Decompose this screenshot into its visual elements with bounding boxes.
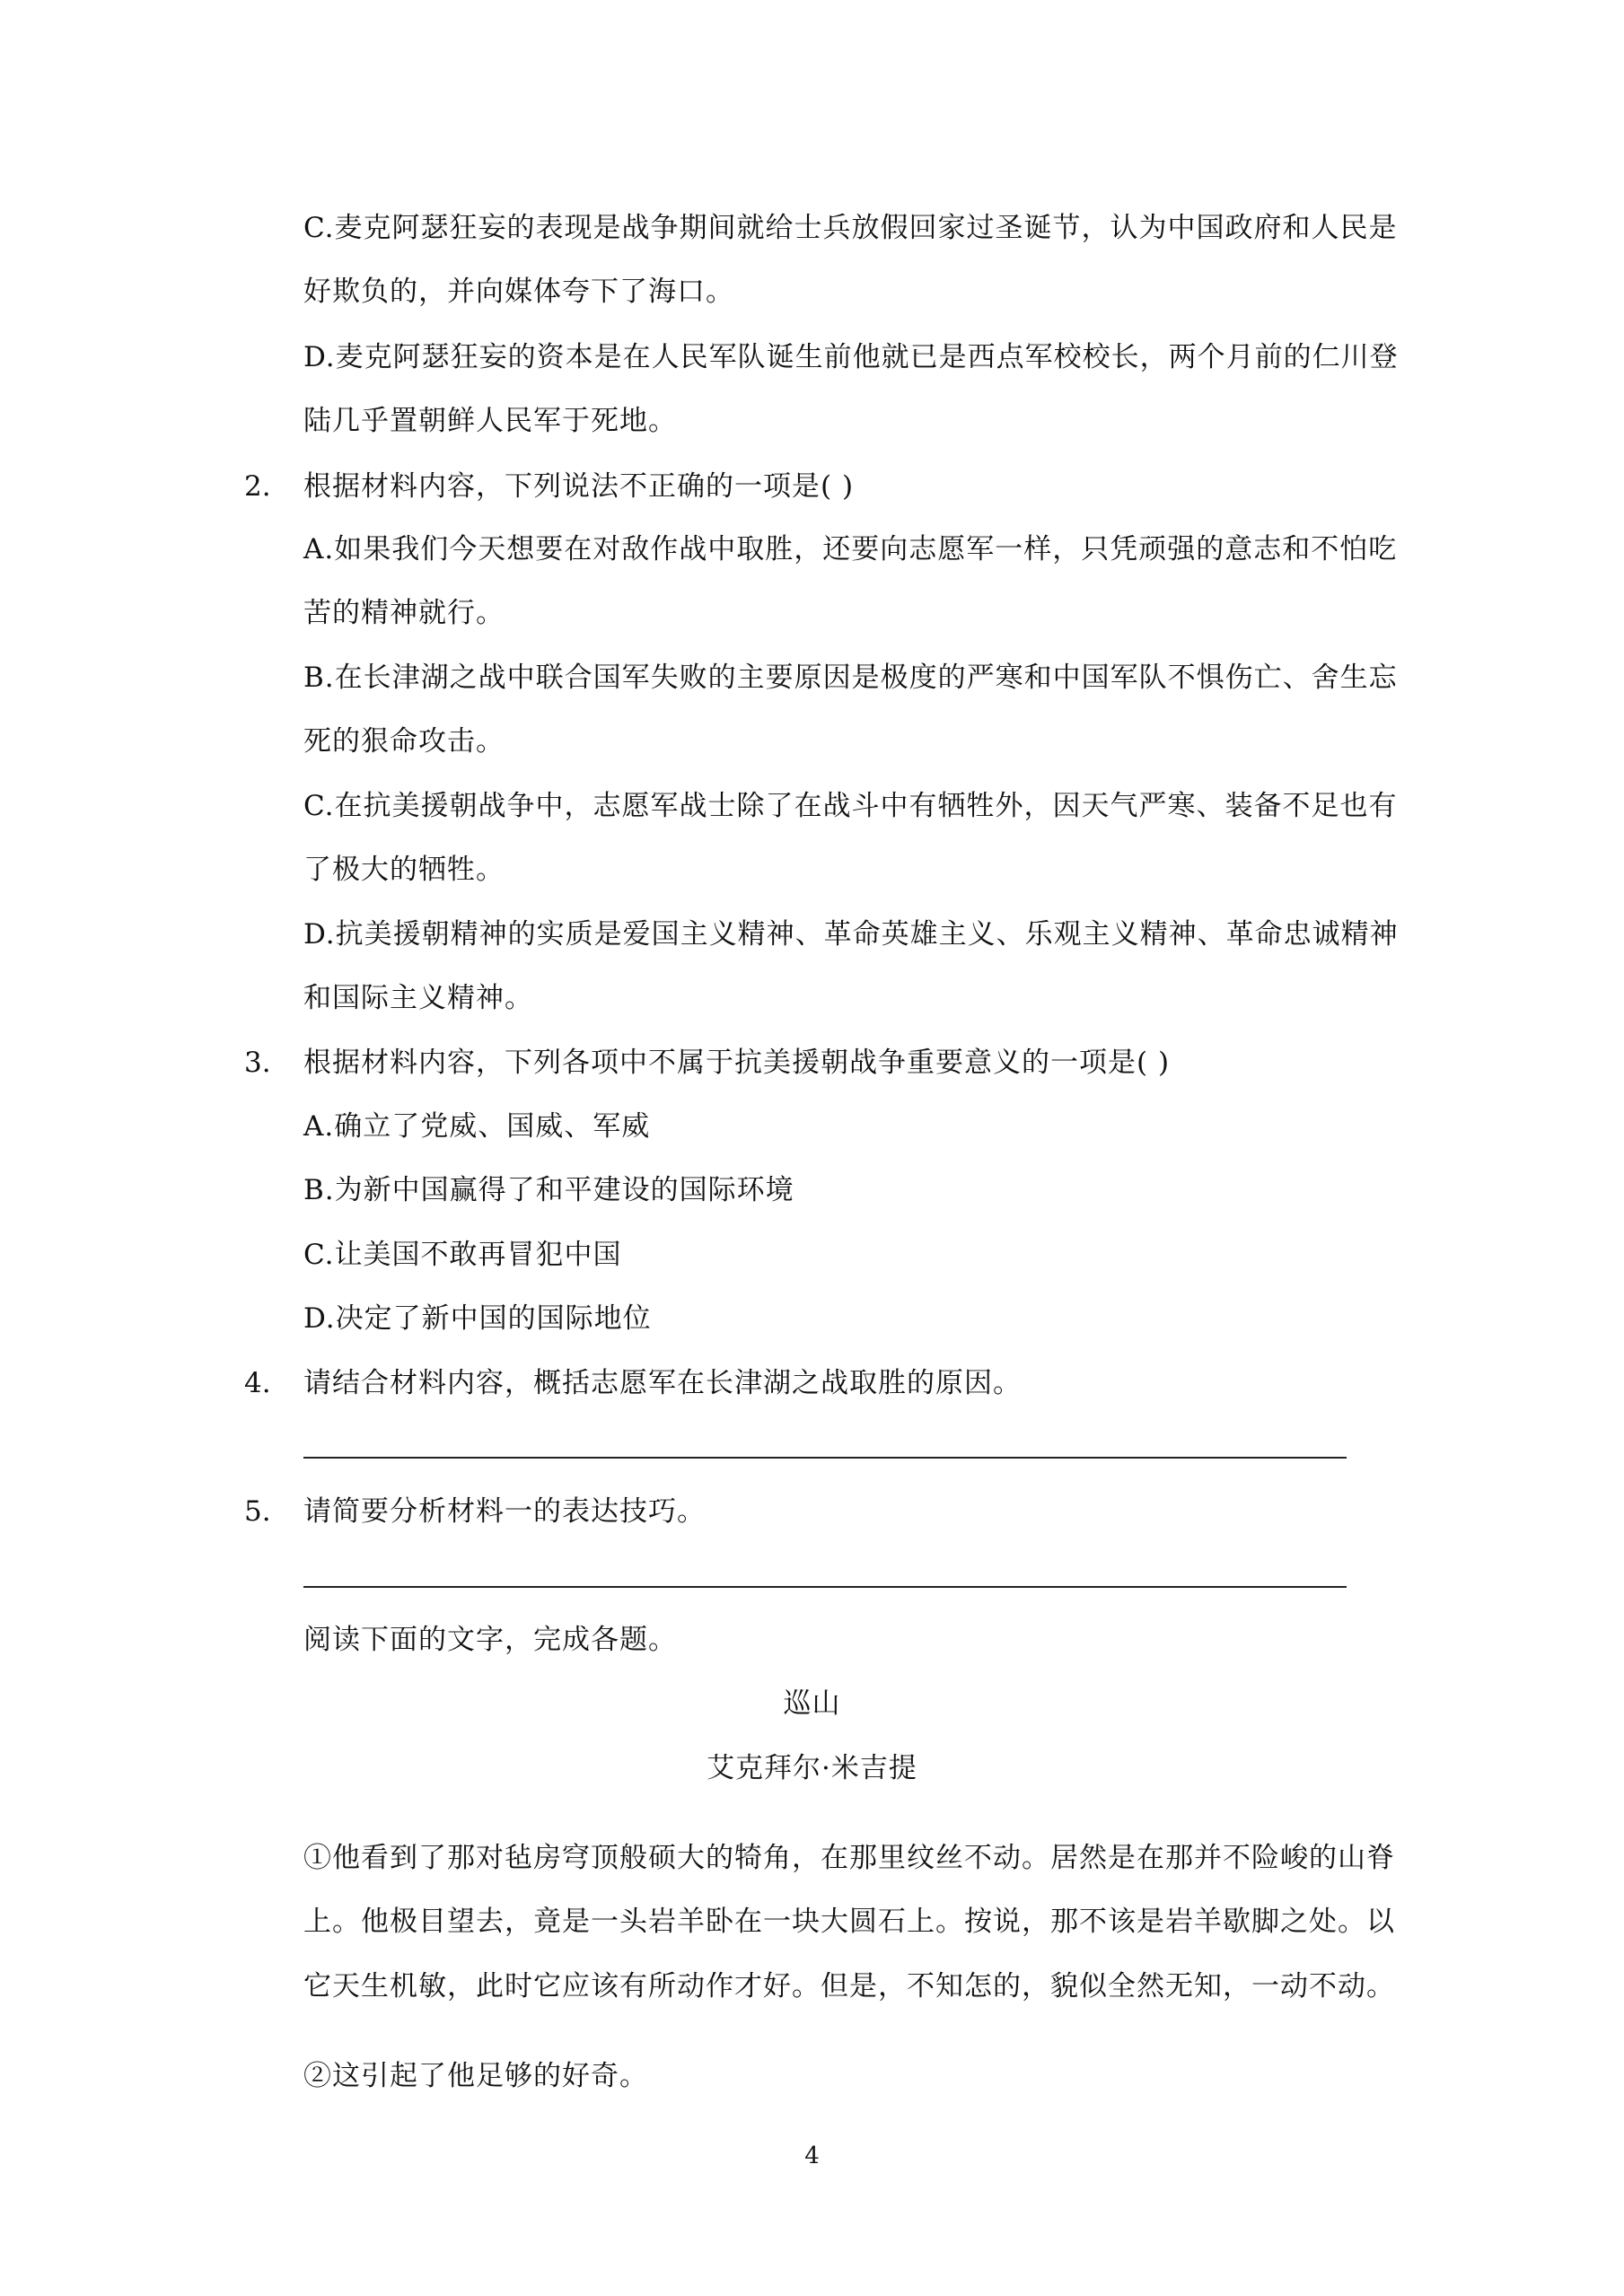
page-number: 4 xyxy=(804,2143,820,2169)
q1-option-c-line2: 好欺负的，并向媒体夸下了海口。 xyxy=(303,276,734,308)
q2-option-a-line2: 苦的精神就行。 xyxy=(303,597,505,629)
q1-option-d-line2: 陆几乎置朝鲜人民军于死地。 xyxy=(303,405,677,437)
q2-option-b-line1: B.在长津湖之战中联合国军失败的主要原因是极度的严寒和中国军队不惧伤亡、舍生忘 xyxy=(303,662,1398,694)
q5-answer-line[interactable] xyxy=(303,1586,1347,1588)
q2-option-c-line2: 了极大的牺牲。 xyxy=(303,854,505,886)
reading-instruction: 阅读下面的文字，完成各题。 xyxy=(303,1624,677,1656)
q5-stem: 请简要分析材料一的表达技巧。 xyxy=(303,1495,706,1528)
q3-stem: 根据材料内容，下列各项中不属于抗美援朝战争重要意义的一项是( ) xyxy=(303,1047,1171,1079)
q2-option-b-line2: 死的狠命攻击。 xyxy=(303,725,505,758)
q5-number: 5. xyxy=(244,1495,271,1528)
q4-answer-line[interactable] xyxy=(303,1457,1347,1459)
q2-number: 2. xyxy=(244,470,271,503)
q3-number: 3. xyxy=(244,1047,271,1079)
passage-p1-line3: 它天生机敏，此时它应该有所动作才好。但是，不知怎的，貌似全然无知，一动不动。 xyxy=(303,1970,1395,2002)
passage-p1-line1: ①他看到了那对毡房穹顶般硕大的犄角，在那里纹丝不动。居然是在那并不险峻的山脊 xyxy=(303,1842,1395,1874)
q3-option-b: B.为新中国赢得了和平建设的国际环境 xyxy=(303,1174,794,1206)
q2-option-c-line1: C.在抗美援朝战争中，志愿军战士除了在战斗中有牺牲外，因天气严寒、装备不足也有 xyxy=(303,790,1398,822)
q2-stem: 根据材料内容，下列说法不正确的一项是( ) xyxy=(303,470,855,503)
q4-number: 4. xyxy=(244,1367,271,1399)
q2-option-d-line1: D.抗美援朝精神的实质是爱国主义精神、革命英雄主义、乐观主义精神、革命忠诚精神 xyxy=(303,918,1399,951)
passage-author: 艾克拜尔·米吉提 xyxy=(707,1752,917,1784)
q2-option-a-line1: A.如果我们今天想要在对敌作战中取胜，还要向志愿军一样，只凭顽强的意志和不怕吃 xyxy=(303,533,1398,565)
q3-option-d: D.决定了新中国的国际地位 xyxy=(303,1302,652,1335)
q3-option-a: A.确立了党威、国威、军威 xyxy=(303,1110,651,1143)
q1-option-c-line1: C.麦克阿瑟狂妄的表现是战争期间就给士兵放假回家过圣诞节，认为中国政府和人民是 xyxy=(303,212,1398,244)
passage-title: 巡山 xyxy=(783,1687,841,1720)
q1-option-d-line1: D.麦克阿瑟狂妄的资本是在人民军队诞生前他就已是西点军校校长，两个月前的仁川登 xyxy=(303,341,1399,373)
passage-p2-line1: ②这引起了他足够的好奇。 xyxy=(303,2060,648,2092)
q2-option-d-line2: 和国际主义精神。 xyxy=(303,982,533,1014)
q3-option-c: C.让美国不敢再冒犯中国 xyxy=(303,1239,622,1271)
q4-stem: 请结合材料内容，概括志愿军在长津湖之战取胜的原因。 xyxy=(303,1367,1022,1399)
passage-p1-line2: 上。他极目望去，竟是一头岩羊卧在一块大圆石上。按说，那不该是岩羊歇脚之处。以 xyxy=(303,1906,1395,1938)
